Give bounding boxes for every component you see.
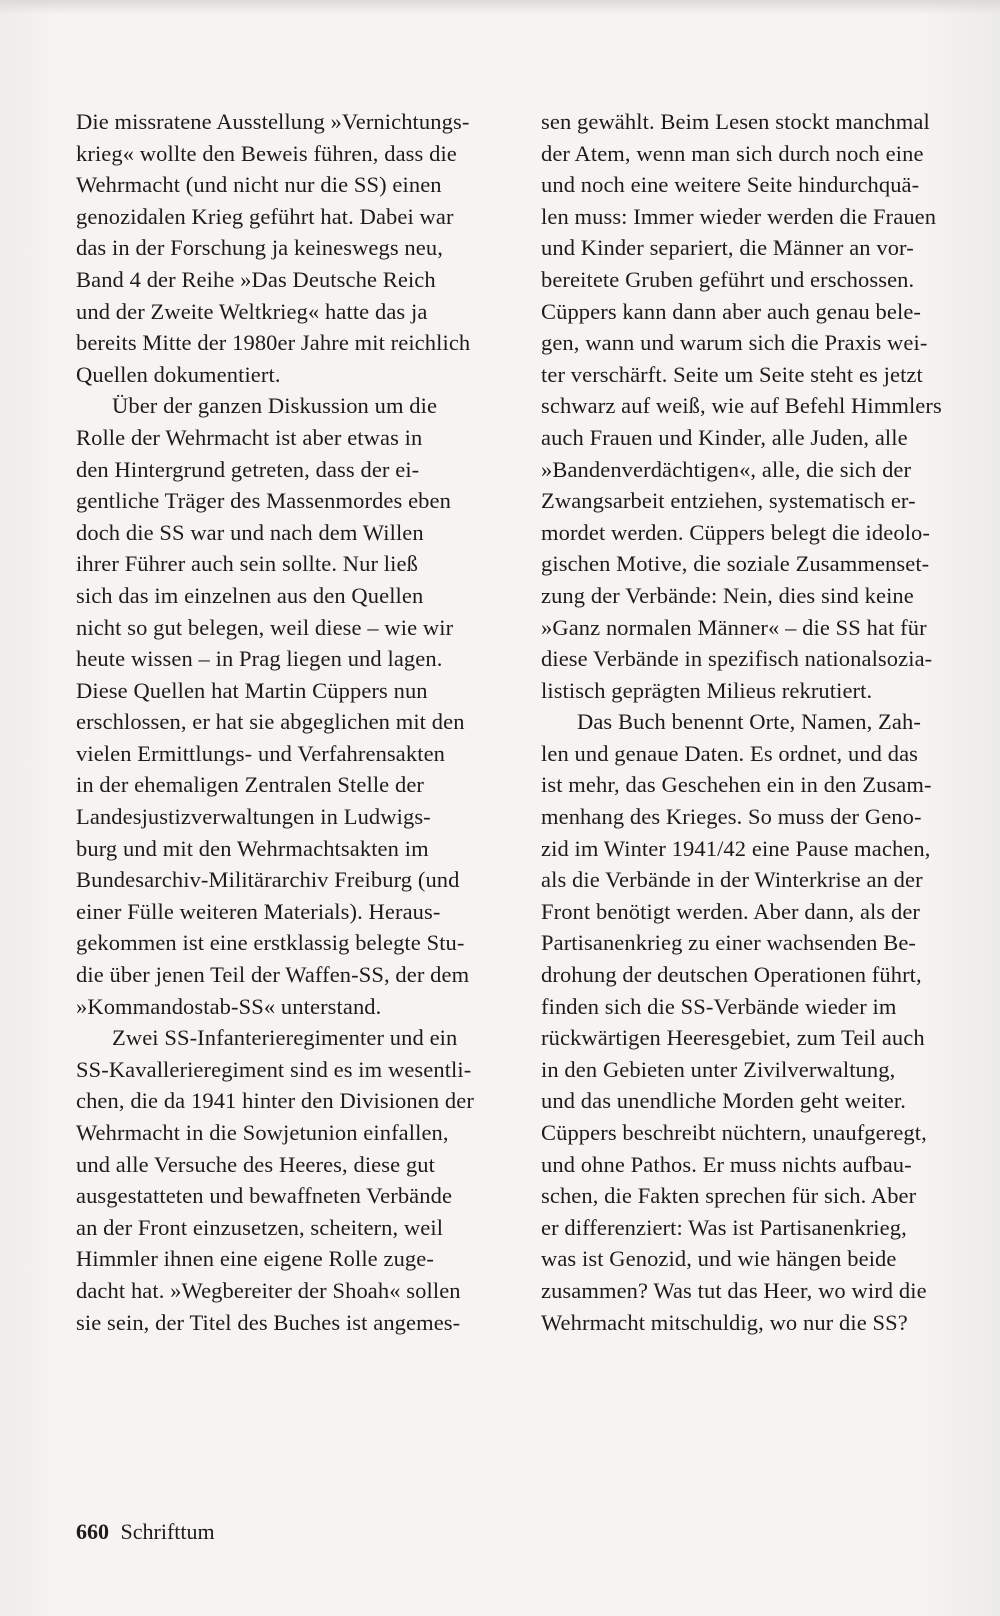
- text-line: was ist Genozid, und wie hängen beide: [541, 1246, 897, 1272]
- left-text-column: [76, 106, 518, 1338]
- text-line: gentliche Träger des Massenmordes eben: [76, 488, 451, 514]
- text-line: Zwei SS-Infanterieregimenter und ein: [112, 1025, 458, 1051]
- text-line: doch die SS war und nach dem Willen: [76, 519, 424, 545]
- text-line: drohung der deutschen Operationen führt,: [541, 962, 922, 988]
- right-text-column: [541, 106, 973, 1338]
- text-line: Himmler ihnen eine eigene Rolle zuge-: [76, 1246, 434, 1272]
- text-line: bereits Mitte der 1980er Jahre mit reichlich: [76, 330, 471, 356]
- page-number: 660: [76, 1519, 109, 1544]
- text-line: und das unendliche Morden geht weiter.: [541, 1088, 906, 1114]
- text-line: burg und mit den Wehrmachtsakten im: [76, 835, 429, 861]
- text-line: die über jenen Teil der Waffen-SS, der dem: [76, 962, 470, 988]
- text-line: rückwärtigen Heeresgebiet, zum Teil auch: [541, 1025, 925, 1051]
- text-line: er differenziert: Was ist Partisanenkrieg,: [541, 1214, 907, 1240]
- text-line: len und genaue Daten. Es ordnet, und das: [541, 740, 919, 766]
- text-line: Partisanenkrieg zu einer wachsenden Be-: [541, 930, 916, 956]
- text-line: menhang des Krieges. So muss der Geno-: [541, 804, 922, 830]
- text-line: schwarz auf weiß, wie auf Befehl Himmlers: [541, 393, 942, 419]
- text-line: mordet werden. Cüppers belegt die ideolo-: [541, 519, 930, 545]
- text-line: der Atem, wenn man sich durch noch eine: [541, 140, 924, 166]
- text-line: chen, die da 1941 hinter den Divisionen der: [76, 1088, 474, 1114]
- text-line: gischen Motive, die soziale Zusammenset-: [541, 551, 930, 577]
- text-line: zung der Verbände: Nein, dies sind keine: [541, 582, 914, 608]
- text-line: in der ehemaligen Zentralen Stelle der: [76, 772, 425, 798]
- text-line: listisch geprägten Milieus rekrutiert.: [541, 677, 873, 703]
- page-footer: [76, 1518, 215, 1546]
- text-line: erschlossen, er hat sie abgeglichen mit den: [76, 709, 465, 735]
- text-line: auch Frauen und Kinder, alle Juden, alle: [541, 424, 908, 450]
- text-line: heute wissen – in Prag liegen und lagen.: [76, 646, 443, 672]
- text-line: Wehrmacht (und nicht nur die SS) einen: [76, 172, 442, 198]
- text-line: das in der Forschung ja keineswegs neu,: [76, 235, 443, 261]
- text-line: Wehrmacht mitschuldig, wo nur die SS?: [541, 1309, 908, 1335]
- page-edge-shadow: [0, 0, 1000, 14]
- text-line: Die missratene Ausstellung »Vernichtungs-: [76, 109, 470, 134]
- text-line: SS-Kavallerieregiment sind es im wesentli-: [76, 1056, 472, 1082]
- text-line: und der Zweite Weltkrieg« hatte das ja: [76, 298, 428, 324]
- text-line: Über der ganzen Diskussion um die: [112, 393, 438, 419]
- text-line: sen gewählt. Beim Lesen stockt manchmal: [541, 109, 930, 134]
- text-line: Cüppers kann dann aber auch genau bele-: [541, 298, 921, 324]
- text-line: nicht so gut belegen, weil diese – wie wir: [76, 614, 454, 640]
- text-line: und alle Versuche des Heeres, diese gut: [76, 1151, 435, 1177]
- text-line: den Hintergrund getreten, dass der ei-: [76, 456, 420, 482]
- text-line: zusammen? Was tut das Heer, wo wird die: [541, 1277, 927, 1303]
- text-line: einer Fülle weiteren Materials). Heraus-: [76, 898, 441, 924]
- text-line: Band 4 der Reihe »Das Deutsche Reich: [76, 266, 436, 292]
- text-line: schen, die Fakten sprechen für sich. Aber: [541, 1183, 917, 1209]
- text-line: Wehrmacht in die Sowjetunion einfallen,: [76, 1120, 449, 1145]
- text-line: sich das im einzelnen aus den Quellen: [76, 582, 424, 608]
- text-line: Cüppers beschreibt nüchtern, unaufgeregt,: [541, 1120, 927, 1145]
- text-line: als die Verbände in der Winterkrise an der: [541, 867, 923, 893]
- text-line: krieg« wollte den Beweis führen, dass die: [76, 140, 457, 166]
- text-line: »Ganz normalen Männer« – die SS hat für: [541, 614, 927, 640]
- text-line: gekommen ist eine erstklassig belegte Stu-: [76, 930, 465, 956]
- text-line: Quellen dokumentiert.: [76, 361, 281, 387]
- text-line: vielen Ermittlungs- und Verfahrensakten: [76, 740, 446, 766]
- text-line: an der Front einzusetzen, scheitern, weil: [76, 1214, 444, 1240]
- text-line: in den Gebieten unter Zivilverwaltung,: [541, 1056, 896, 1082]
- text-line: Diese Quellen hat Martin Cüppers nun: [76, 677, 428, 703]
- text-line: gen, wann und warum sich die Praxis wei-: [541, 330, 928, 356]
- text-line: Das Buch benennt Orte, Namen, Zah-: [577, 709, 921, 735]
- text-line: Front benötigt werden. Aber dann, als der: [541, 898, 921, 924]
- running-section-title: Schrifttum: [120, 1519, 215, 1544]
- text-line: dacht hat. »Wegbereiter der Shoah« sollen: [76, 1277, 461, 1303]
- text-line: Bundesarchiv-Militärarchiv Freiburg (und: [76, 867, 460, 893]
- text-line: finden sich die SS-Verbände wieder im: [541, 993, 897, 1019]
- text-line: Zwangsarbeit entziehen, systematisch er-: [541, 488, 916, 514]
- text-line: Landesjustizverwaltungen in Ludwigs-: [76, 804, 431, 830]
- text-line: »Kommandostab-SS« unterstand.: [76, 993, 382, 1019]
- text-line: bereitete Gruben geführt und erschossen.: [541, 266, 915, 292]
- text-line: sie sein, der Titel des Buches ist angemes-: [76, 1309, 461, 1335]
- text-line: und Kinder separiert, die Männer an vor-: [541, 235, 914, 261]
- text-line: ihrer Führer auch sein sollte. Nur ließ: [76, 551, 418, 577]
- text-line: ausgestatteten und bewaffneten Verbände: [76, 1183, 453, 1209]
- text-line: ter verschärft. Seite um Seite steht es jetzt: [541, 361, 923, 387]
- text-line: und noch eine weitere Seite hindurchquä-: [541, 172, 920, 198]
- text-line: diese Verbände in spezifisch nationalsozia-: [541, 646, 933, 672]
- text-line: »Bandenverdächtigen«, alle, die sich der: [541, 456, 912, 482]
- text-line: Rolle der Wehrmacht ist aber etwas in: [76, 424, 423, 450]
- text-line: ist mehr, das Geschehen ein in den Zusam-: [541, 772, 932, 798]
- text-line: zid im Winter 1941/42 eine Pause machen,: [541, 835, 931, 861]
- text-line: genozidalen Krieg geführt hat. Dabei war: [76, 203, 454, 229]
- text-line: len muss: Immer wieder werden die Frauen: [541, 203, 937, 229]
- text-line: und ohne Pathos. Er muss nichts aufbau-: [541, 1151, 912, 1177]
